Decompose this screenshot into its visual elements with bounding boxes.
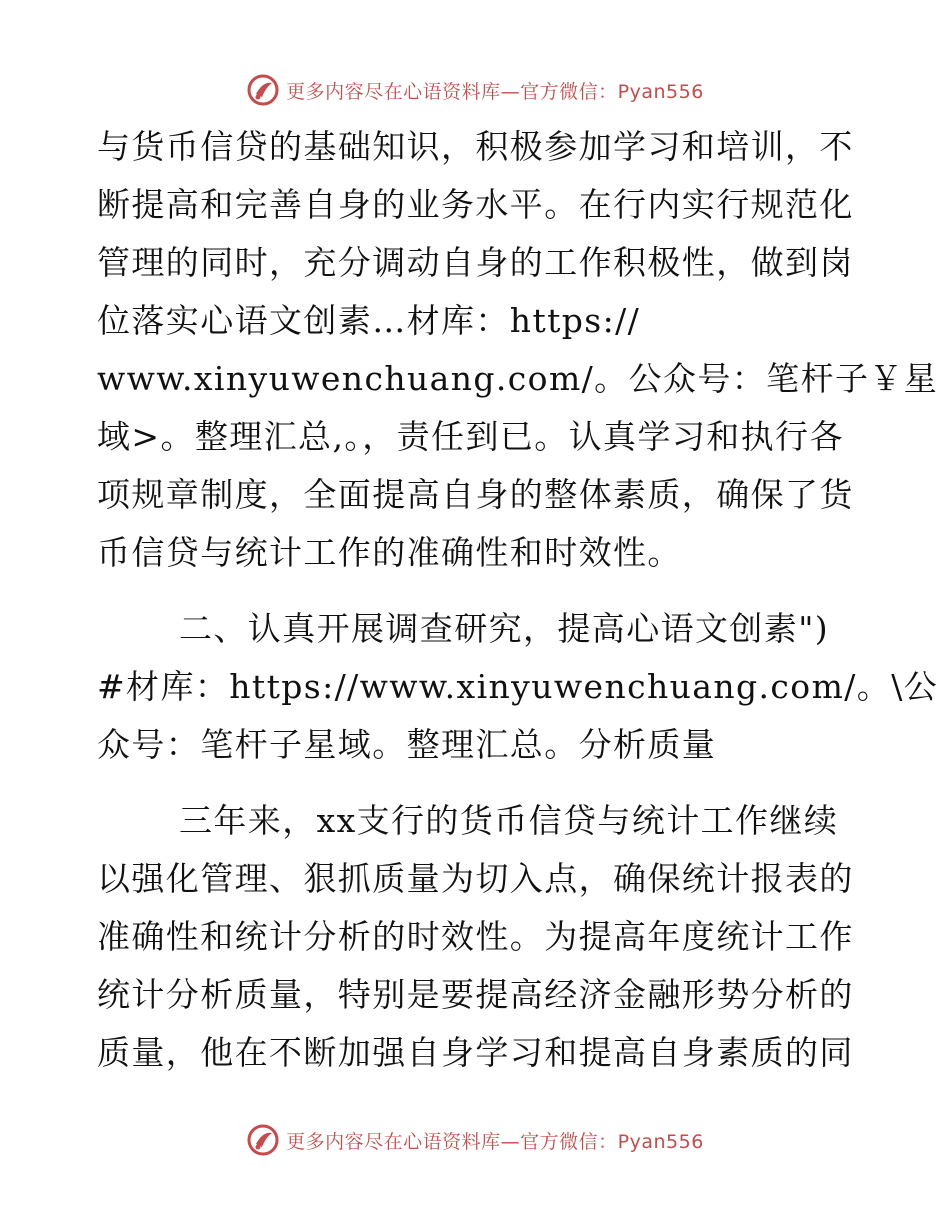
text-line: 质量，他在不断加强自身学习和提高自身素质的同 xyxy=(97,1033,854,1072)
text-line: 准确性和统计分析的时效性。为提高年度统计工作 xyxy=(97,917,854,956)
text-line: 统计分析质量，特别是要提高经济金融形势分析的 xyxy=(97,975,854,1014)
document-body xyxy=(97,118,939,1082)
text-line: 断提高和完善自身的业务水平。在行内实行规范化 xyxy=(97,185,854,224)
text-line: 币信贷与统计工作的准确性和时效性。 xyxy=(97,533,682,572)
banner-contact: 官方微信：Pyan556 xyxy=(520,1130,704,1153)
text-line: 项规章制度，全面提高自身的整体素质，确保了货 xyxy=(97,475,854,514)
text-line: 以强化管理、狠抓质量为切入点，确保统计报表的 xyxy=(97,859,854,898)
paragraph-gap xyxy=(97,582,857,600)
banner-text xyxy=(286,1127,704,1154)
text-line: #材库：https://www.xinyuwenchuang.com/。\公 xyxy=(97,667,939,706)
text-line: 众号：笔杆子星域。整理汇总。分析质量 xyxy=(97,725,717,764)
paragraph-3 xyxy=(97,792,857,1082)
banner-separator: — xyxy=(500,1130,521,1153)
header-banner xyxy=(0,70,950,110)
paragraph-1 xyxy=(97,118,939,582)
logo-icon xyxy=(246,73,280,107)
footer-banner xyxy=(0,1120,950,1160)
banner-contact: 官方微信：Pyan556 xyxy=(520,80,704,103)
banner-text xyxy=(286,77,704,104)
banner-title: 更多内容尽在心语资料库 xyxy=(286,80,501,103)
text-line: 与货币信贷的基础知识，积极参加学习和培训，不 xyxy=(97,127,854,166)
logo-icon xyxy=(246,1123,280,1157)
text-line: 位落实心语文创素…材库：https:// xyxy=(97,301,641,340)
text-line: www.xinyuwenchuang.com/。公众号：笔杆子￥星 xyxy=(97,359,939,398)
text-line: 三年来，xx支行的货币信贷与统计工作继续 xyxy=(179,801,839,840)
section-heading-line: 二、认真开展调查研究，提高心语文创素") xyxy=(179,609,830,648)
paragraph-2 xyxy=(97,600,939,774)
text-line: 域>。整理汇总,。，责任到已。认真学习和执行各 xyxy=(97,417,844,456)
banner-title: 更多内容尽在心语资料库 xyxy=(286,1130,501,1153)
banner-separator: — xyxy=(500,80,521,103)
paragraph-gap xyxy=(97,774,857,792)
text-line: 管理的同时，充分调动自身的工作积极性，做到岗 xyxy=(97,243,854,282)
